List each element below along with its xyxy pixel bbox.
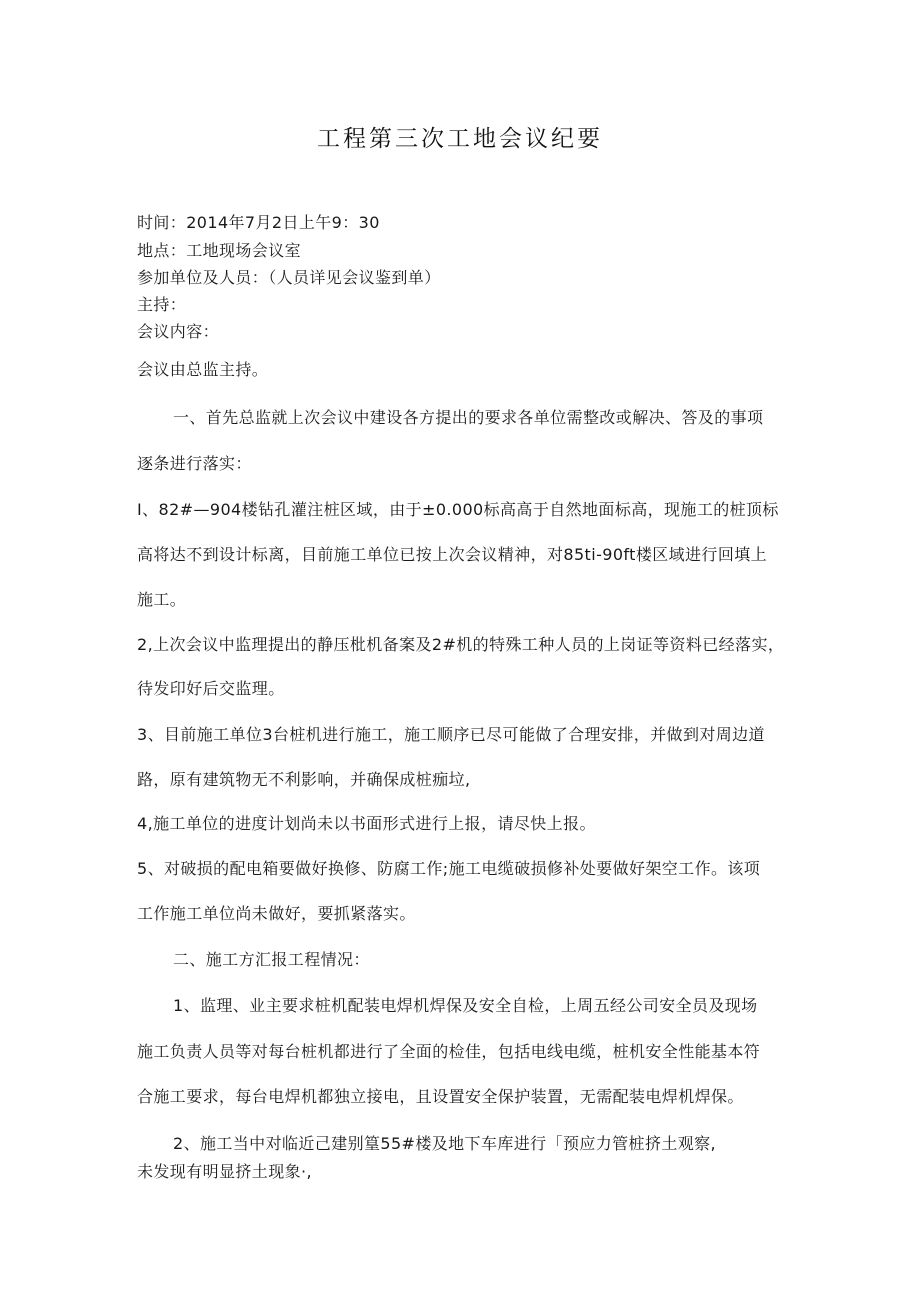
meeting-time: 时间：2014年7月2日上午9：30 — [137, 213, 380, 232]
item1-line: 施工。 — [137, 590, 187, 609]
item5-line: 5、对破损的配电箱要做好换修、防腐工作;施工电缆破损修补处要做好架空工作。该项 — [137, 859, 761, 878]
section2-p2-line: 2、施工当中对临近己建别篁55#楼及地下车库进行「预应力管桩挤土观察, — [173, 1134, 717, 1153]
document-title: 工程第三次工地会议纪要 — [317, 126, 603, 152]
section2-p1-line: 1、监理、业主要求桩机配装电焊机焊保及安全自检，上周五经公司安全员及现场 — [173, 996, 758, 1015]
section2-heading: 二、施工方汇报工程情况： — [173, 950, 370, 969]
meeting-host: 主持： — [137, 295, 187, 314]
meeting-attendees: 参加单位及人员：（人员详见会议鉴到单） — [137, 268, 441, 287]
item1-line: I、82#—904楼钻孔灌注桩区域，由于±0.000标高高于自然地面标高，现施工的桩顶标 — [137, 500, 779, 519]
section1-line: 一、首先总监就上次会议中建设各方提出的要求各单位需整改或解决、答及的事项 — [173, 408, 764, 427]
item3-line: 3、目前施工单位3台桩机进行施工，施工顺序已尽可能做了合理安排，并做到对周边道 — [137, 725, 765, 744]
section2-p2-line: 未发现有明显挤土现象·, — [137, 1162, 312, 1181]
item5-line: 工作施工单位尚未做好，要抓紧落实。 — [137, 904, 416, 923]
opening-line: 会议由总监主持。 — [137, 360, 269, 379]
item1-line: 高将达不到设计标离，目前施工单位已按上次会议精神，对85ti-90ft楼区域进行回填上 — [137, 545, 768, 564]
meeting-location: 地点：工地现场会议室 — [137, 241, 302, 260]
item3-line: 路，原有建筑物无不利影响，并确保成桩痂垃, — [137, 770, 471, 789]
section2-p1-line: 施工负责人员等对每台桩机都进行了全面的检佳，包括电线电缆，桩机安全性能基本符 — [137, 1042, 761, 1061]
meeting-content-label: 会议内容： — [137, 322, 220, 341]
section1-line: 逐条进行落实： — [137, 454, 252, 473]
item4-line: 4,施工单位的进度计划尚未以书面形式进行上报，请尽快上报。 — [137, 814, 596, 833]
section2-p1-line: 合施工要求，每台电焊机都独立接电，且设置安全保护装置，无需配装电焊机焊保。 — [137, 1087, 744, 1106]
item2-line: 待发印好后交监理。 — [137, 679, 285, 698]
item2-line: 2,上次会议中监理提出的静压枇机备案及2#机的特殊工种人员的上岗证等资料已经落实， — [137, 635, 785, 654]
